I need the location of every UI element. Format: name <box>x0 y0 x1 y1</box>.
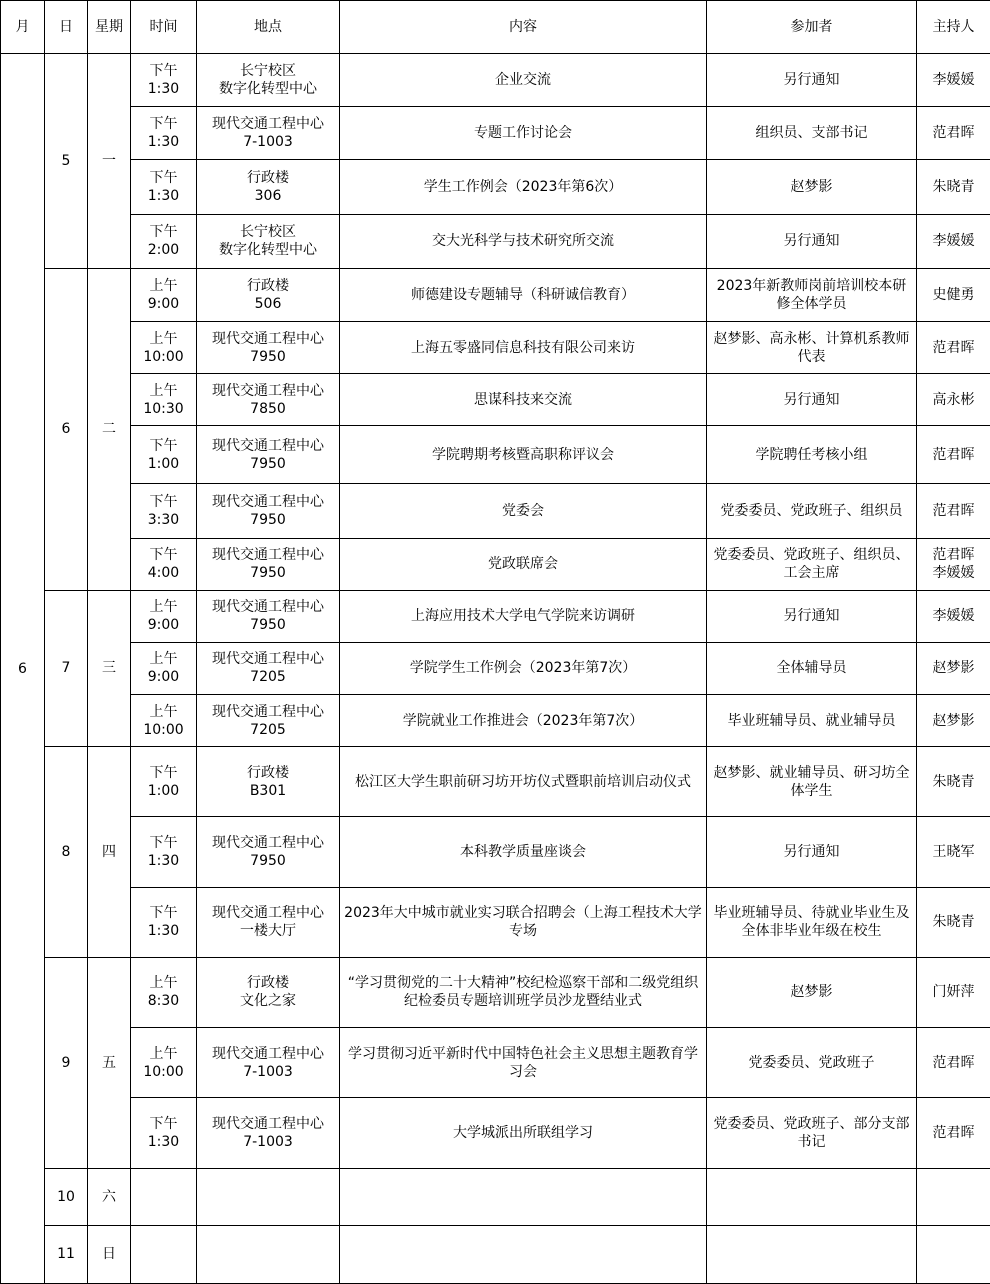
weekday-cell: 五 <box>88 957 131 1168</box>
table-row <box>1 695 990 747</box>
content-cell: 松江区大学生职前研习坊开坊仪式暨职前培训启动仪式 <box>340 747 707 817</box>
time-cell: 上午 10:00 <box>131 321 197 373</box>
attendees-cell <box>707 1225 917 1283</box>
time-cell: 上午 10:00 <box>131 695 197 747</box>
weekday-cell: 六 <box>88 1168 131 1225</box>
header-host: 主持人 <box>917 1 990 54</box>
table-row <box>1 107 990 160</box>
content-cell: 学院学生工作例会（2023年第7次） <box>340 642 707 694</box>
place-cell <box>197 1225 340 1283</box>
place-cell: 长宁校区 数字化转型中心 <box>197 54 340 107</box>
table-row <box>1 214 990 268</box>
time-cell: 上午 9:00 <box>131 642 197 694</box>
table-row <box>1 590 990 642</box>
attendees-cell: 毕业班辅导员、待就业毕业生及全体非毕业年级在校生 <box>707 887 917 957</box>
weekday-cell: 三 <box>88 590 131 746</box>
content-cell: 大学城派出所联组学习 <box>340 1098 707 1168</box>
attendees-cell: 全体辅导员 <box>707 642 917 694</box>
table-row <box>1 538 990 590</box>
attendees-cell: 另行通知 <box>707 214 917 268</box>
day-cell: 9 <box>45 957 88 1168</box>
day-cell: 8 <box>45 747 88 958</box>
content-cell: 本科教学质量座谈会 <box>340 817 707 887</box>
attendees-cell: 学院聘任考核小组 <box>707 426 917 484</box>
host-cell: 李媛媛 <box>917 54 990 107</box>
header-row <box>1 1 990 54</box>
attendees-cell: 另行通知 <box>707 374 917 426</box>
host-cell: 王晓军 <box>917 817 990 887</box>
place-cell: 现代交通工程中心 7-1003 <box>197 107 340 160</box>
content-cell: 上海应用技术大学电气学院来访调研 <box>340 590 707 642</box>
header-place: 地点 <box>197 1 340 54</box>
place-cell: 现代交通工程中心 7205 <box>197 695 340 747</box>
time-cell: 下午 4:00 <box>131 538 197 590</box>
content-cell: 企业交流 <box>340 54 707 107</box>
attendees-cell: 赵梦影、就业辅导员、研习坊全体学生 <box>707 747 917 817</box>
content-cell: 专题工作讨论会 <box>340 107 707 160</box>
place-cell: 现代交通工程中心 7950 <box>197 538 340 590</box>
place-cell: 现代交通工程中心 7-1003 <box>197 1098 340 1168</box>
table-row <box>1 642 990 694</box>
day-cell: 10 <box>45 1168 88 1225</box>
attendees-cell <box>707 1168 917 1225</box>
attendees-cell: 另行通知 <box>707 590 917 642</box>
host-cell: 赵梦影 <box>917 642 990 694</box>
content-cell: 党委会 <box>340 484 707 538</box>
attendees-cell: 党委委员、党政班子、组织员 <box>707 484 917 538</box>
place-cell: 现代交通工程中心 7-1003 <box>197 1028 340 1098</box>
header-weekday: 星期 <box>88 1 131 54</box>
content-cell: 2023年大中城市就业实习联合招聘会（上海工程技术大学专场 <box>340 887 707 957</box>
header-time: 时间 <box>131 1 197 54</box>
attendees-cell: 另行通知 <box>707 54 917 107</box>
place-cell: 现代交通工程中心 7950 <box>197 590 340 642</box>
host-cell: 朱晓青 <box>917 887 990 957</box>
time-cell: 下午 1:30 <box>131 107 197 160</box>
host-cell: 门妍萍 <box>917 957 990 1027</box>
time-cell: 下午 1:30 <box>131 54 197 107</box>
weekday-cell: 一 <box>88 54 131 269</box>
attendees-cell: 另行通知 <box>707 817 917 887</box>
host-cell <box>917 1225 990 1283</box>
table-row <box>1 160 990 214</box>
content-cell: 学生工作例会（2023年第6次） <box>340 160 707 214</box>
day-cell: 11 <box>45 1225 88 1283</box>
place-cell: 现代交通工程中心 一楼大厅 <box>197 887 340 957</box>
table-row <box>1 268 990 321</box>
place-cell: 现代交通工程中心 7950 <box>197 426 340 484</box>
table-row <box>1 484 990 538</box>
content-cell: 思谋科技来交流 <box>340 374 707 426</box>
content-cell: 党政联席会 <box>340 538 707 590</box>
table-row <box>1 54 990 107</box>
table-row <box>1 426 990 484</box>
day-cell: 6 <box>45 268 88 590</box>
time-cell: 下午 1:00 <box>131 747 197 817</box>
content-cell <box>340 1225 707 1283</box>
time-cell: 上午 10:00 <box>131 1028 197 1098</box>
table-row <box>1 1168 990 1225</box>
host-cell: 李媛媛 <box>917 590 990 642</box>
time-cell: 上午 10:30 <box>131 374 197 426</box>
time-cell: 下午 1:30 <box>131 160 197 214</box>
attendees-cell: 组织员、支部书记 <box>707 107 917 160</box>
day-cell: 7 <box>45 590 88 746</box>
content-cell <box>340 1168 707 1225</box>
day-cell: 5 <box>45 54 88 269</box>
place-cell: 行政楼 B301 <box>197 747 340 817</box>
content-cell: 师德建设专题辅导（科研诚信教育） <box>340 268 707 321</box>
table-row <box>1 747 990 817</box>
weekday-cell: 二 <box>88 268 131 590</box>
attendees-cell: 党委委员、党政班子 <box>707 1028 917 1098</box>
table-row <box>1 1225 990 1283</box>
time-cell: 下午 1:30 <box>131 887 197 957</box>
place-cell: 行政楼 文化之家 <box>197 957 340 1027</box>
table-row <box>1 374 990 426</box>
header-month: 月 <box>1 1 45 54</box>
table-row <box>1 1028 990 1098</box>
host-cell: 范君晖 李媛媛 <box>917 538 990 590</box>
host-cell <box>917 1168 990 1225</box>
host-cell: 范君晖 <box>917 321 990 373</box>
time-cell: 上午 9:00 <box>131 590 197 642</box>
time-cell: 下午 1:00 <box>131 426 197 484</box>
time-cell: 下午 1:30 <box>131 817 197 887</box>
host-cell: 史健勇 <box>917 268 990 321</box>
attendees-cell: 赵梦影、高永彬、计算机系教师代表 <box>707 321 917 373</box>
month-cell: 6 <box>1 54 45 1284</box>
table-row <box>1 957 990 1027</box>
weekday-cell: 四 <box>88 747 131 958</box>
table-row <box>1 817 990 887</box>
time-cell: 上午 8:30 <box>131 957 197 1027</box>
content-cell: 学院就业工作推进会（2023年第7次） <box>340 695 707 747</box>
weekday-cell: 日 <box>88 1225 131 1283</box>
place-cell: 现代交通工程中心 7950 <box>197 817 340 887</box>
header-attendees: 参加者 <box>707 1 917 54</box>
attendees-cell: 赵梦影 <box>707 160 917 214</box>
host-cell: 范君晖 <box>917 484 990 538</box>
time-cell <box>131 1168 197 1225</box>
place-cell: 现代交通工程中心 7205 <box>197 642 340 694</box>
host-cell: 范君晖 <box>917 1028 990 1098</box>
place-cell: 现代交通工程中心 7950 <box>197 484 340 538</box>
place-cell: 行政楼 506 <box>197 268 340 321</box>
header-day: 日 <box>45 1 88 54</box>
host-cell: 李媛媛 <box>917 214 990 268</box>
attendees-cell: 党委委员、党政班子、组织员、工会主席 <box>707 538 917 590</box>
content-cell: “学习贯彻党的二十大精神”校纪检巡察干部和二级党组织纪检委员专题培训班学员沙龙暨结业式 <box>340 957 707 1027</box>
time-cell: 上午 9:00 <box>131 268 197 321</box>
content-cell: 交大光科学与技术研究所交流 <box>340 214 707 268</box>
host-cell: 赵梦影 <box>917 695 990 747</box>
place-cell: 行政楼 306 <box>197 160 340 214</box>
table-row <box>1 1098 990 1168</box>
host-cell: 高永彬 <box>917 374 990 426</box>
content-cell: 学院聘期考核暨高职称评议会 <box>340 426 707 484</box>
host-cell: 范君晖 <box>917 1098 990 1168</box>
host-cell: 范君晖 <box>917 426 990 484</box>
time-cell: 下午 3:30 <box>131 484 197 538</box>
header-content: 内容 <box>340 1 707 54</box>
time-cell <box>131 1225 197 1283</box>
place-cell: 长宁校区 数字化转型中心 <box>197 214 340 268</box>
place-cell <box>197 1168 340 1225</box>
host-cell: 朱晓青 <box>917 160 990 214</box>
content-cell: 学习贯彻习近平新时代中国特色社会主义思想主题教育学习会 <box>340 1028 707 1098</box>
table-row <box>1 887 990 957</box>
attendees-cell: 2023年新教师岗前培训校本研修全体学员 <box>707 268 917 321</box>
host-cell: 范君晖 <box>917 107 990 160</box>
place-cell: 现代交通工程中心 7950 <box>197 321 340 373</box>
place-cell: 现代交通工程中心 7850 <box>197 374 340 426</box>
time-cell: 下午 2:00 <box>131 214 197 268</box>
host-cell: 朱晓青 <box>917 747 990 817</box>
attendees-cell: 赵梦影 <box>707 957 917 1027</box>
attendees-cell: 毕业班辅导员、就业辅导员 <box>707 695 917 747</box>
attendees-cell: 党委委员、党政班子、部分支部书记 <box>707 1098 917 1168</box>
table-row <box>1 321 990 373</box>
content-cell: 上海五零盛同信息科技有限公司来访 <box>340 321 707 373</box>
time-cell: 下午 1:30 <box>131 1098 197 1168</box>
